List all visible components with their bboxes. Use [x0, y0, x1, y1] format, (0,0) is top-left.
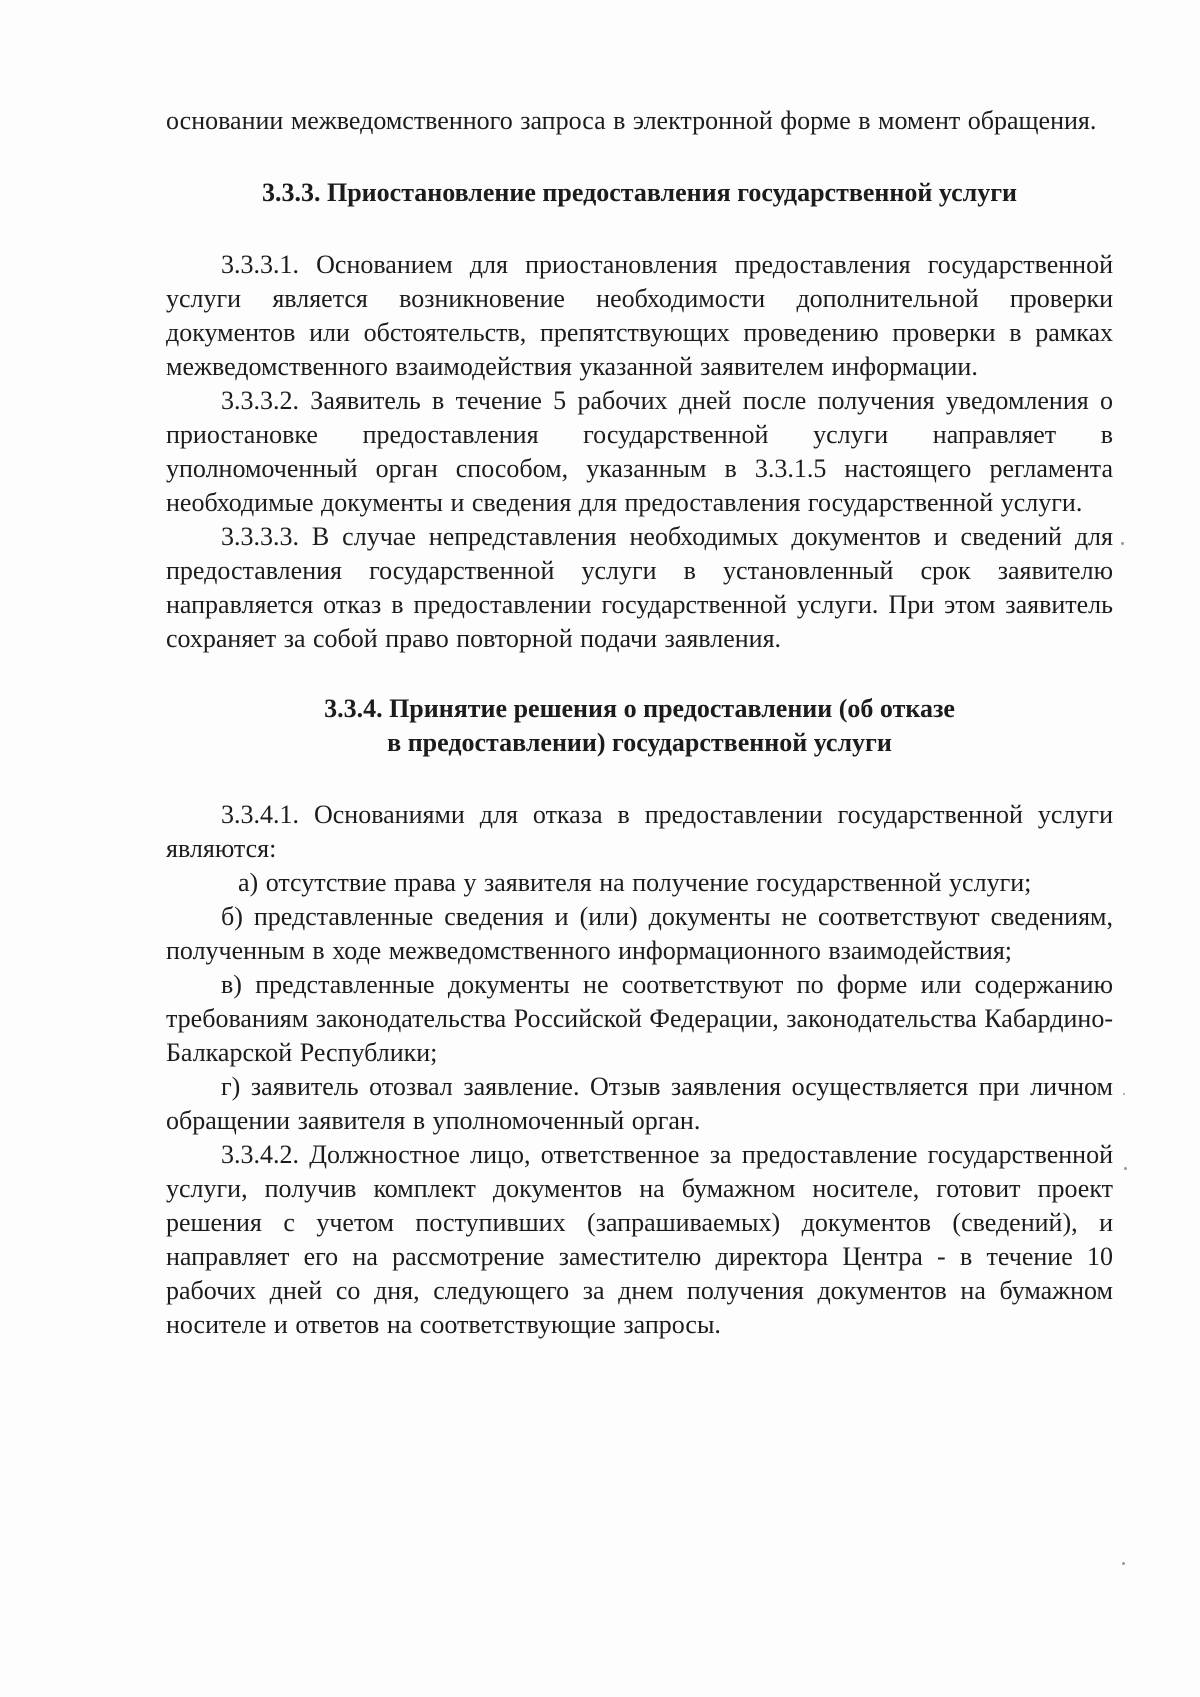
section-3-3-4-heading-line2: в предоставлении) государственной услуги — [387, 728, 892, 757]
intro-paragraph: основании межведомственного запроса в электронной форме в момент обращения. — [166, 106, 1097, 135]
section-3-3-4-heading — [166, 692, 1113, 760]
list-item-v: в) представленные документы не соответствуют по форме или содержанию требованиям законодательства Российской Федерации, законодательства Кабардино-Балкарской Республики; — [166, 970, 1113, 1067]
paragraph-3-3-3-3: 3.3.3.3. В случае непредставления необходимых документов и сведений для предоставления государственной услуги в установленный срок заявителю направляется отказ в предоставлении государственной услуги. При этом заявитель сохраняет за собой право повторной подачи заявления. — [166, 522, 1113, 653]
scan-speck — [1123, 1093, 1125, 1095]
list-item-a: а) отсутствие права у заявителя на получение государственной услуги; — [238, 868, 1032, 897]
paragraph-3-3-4-1: 3.3.4.1. Основаниями для отказа в предоставлении государственной услуги являются: — [166, 800, 1113, 863]
scan-speck — [1121, 542, 1124, 545]
paragraph-3-3-3-1: 3.3.3.1. Основанием для приостановления предоставления государственной услуги является возникновение необходимости дополнительной проверки документов или обстоятельств, препятствующих проведению проверки в рамках межведомственного взаимодействия указанной заявителем информации. — [166, 250, 1113, 381]
list-item-b: б) представленные сведения и (или) документы не соответствуют сведениям, полученным в ходе межведомственного информационного взаимодействия; — [166, 902, 1113, 965]
section-3-3-3-heading: 3.3.3. Приостановление предоставления государственной услуги — [261, 178, 1017, 207]
paragraph-3-3-4-2: 3.3.4.2. Должностное лицо, ответственное за предоставление государственной услуги, получив комплект документов на бумажном носителе, готовит проект решения с учетом поступивших (запрашиваемых) документов (сведений), и направляет его на рассмотрение заместителю директора Центра - в течение 10 рабочих дней со дня, следующего за днем получения документов на бумажном носителе и ответов на соответствующие запросы. — [166, 1140, 1113, 1339]
scan-speck — [1124, 1167, 1127, 1170]
section-3-3-4-heading-line1: 3.3.4. Принятие решения о предоставлении (об отказе — [324, 694, 955, 723]
paragraph-3-3-3-2: 3.3.3.2. Заявитель в течение 5 рабочих дней после получения уведомления о приостановке предоставления государственной услуги направляет в уполномоченный орган способом, указанным в 3.3.1.5 настоящего регламента необходимые документы и сведения для предоставления государственной услуги. — [166, 386, 1113, 517]
document-body — [166, 104, 1113, 1342]
list-item-g: г) заявитель отозвал заявление. Отзыв заявления осуществляется при личном обращении заявителя в уполномоченный орган. — [166, 1072, 1113, 1135]
scan-speck — [1122, 1562, 1125, 1565]
